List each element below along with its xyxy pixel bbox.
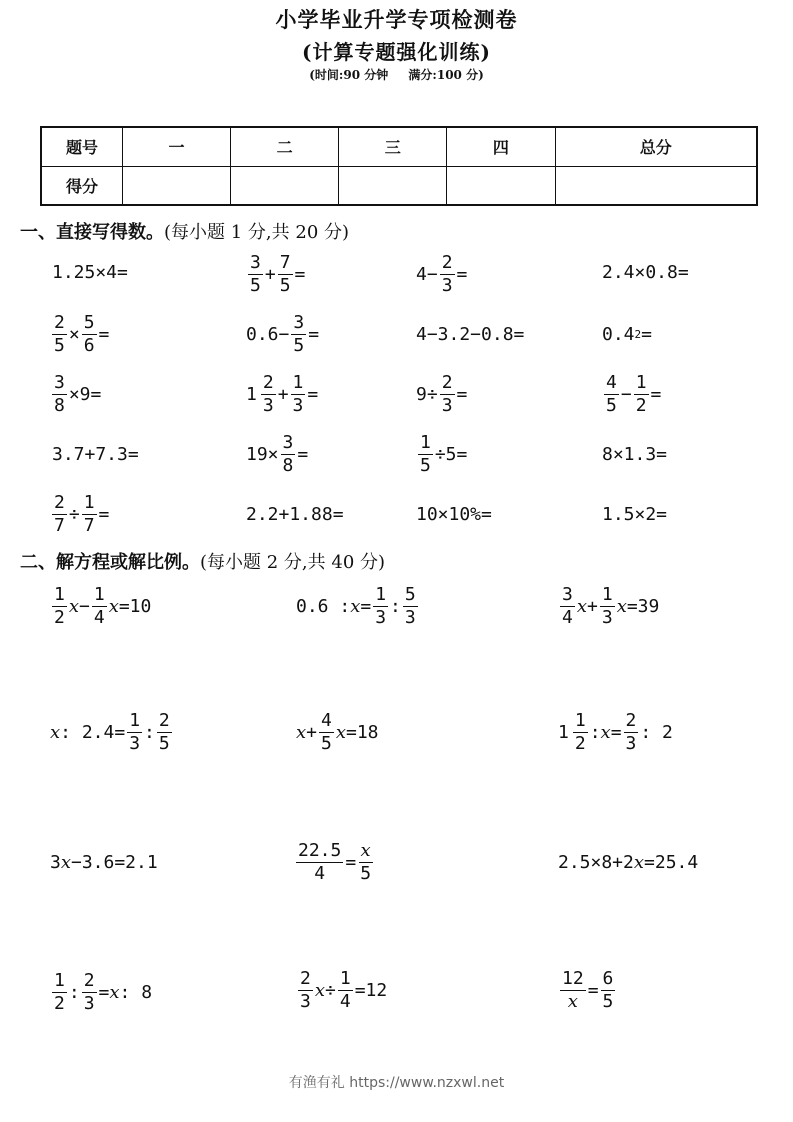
- fraction: [560, 970, 586, 1011]
- problem-text: =25.4: [644, 852, 699, 873]
- problem-16: [602, 444, 667, 465]
- problem-text: ×9=: [68, 384, 102, 405]
- denominator: x: [567, 991, 578, 1012]
- denominator: 3: [292, 395, 304, 416]
- problem-14: [246, 434, 308, 475]
- operator: +: [587, 596, 598, 617]
- variable-x: x: [108, 596, 119, 617]
- denominator: 3: [601, 607, 613, 628]
- equals: =: [610, 722, 622, 743]
- variable-x: x: [68, 596, 79, 617]
- variable-x: x: [314, 980, 325, 1001]
- score-input-cell[interactable]: [447, 166, 555, 205]
- variable-x: x: [60, 852, 71, 873]
- denominator: 8: [54, 395, 65, 416]
- problem-1: [52, 262, 128, 283]
- variable-x: x: [109, 982, 120, 1003]
- denominator: 7: [83, 515, 95, 536]
- problem-20: [602, 504, 667, 525]
- problem-12: [602, 374, 661, 415]
- fraction: [82, 972, 97, 1013]
- numerator: 3: [562, 584, 573, 605]
- numerator: 4: [321, 710, 332, 731]
- equals: =: [297, 444, 309, 465]
- fraction: [281, 434, 296, 475]
- denominator: 4: [314, 863, 326, 884]
- numerator: 1: [83, 492, 95, 513]
- numerator: 6: [602, 968, 614, 989]
- fraction: [440, 374, 455, 415]
- numerator: 2: [54, 492, 65, 513]
- denominator: 4: [339, 991, 351, 1012]
- exam-score: 满分:100 分): [408, 68, 484, 82]
- denominator: 3: [262, 395, 274, 416]
- denominator: 5: [158, 733, 170, 754]
- problem-3: [416, 254, 467, 295]
- problem-13: [52, 444, 139, 465]
- equation-7: [50, 852, 158, 873]
- problem-text: ÷5=: [434, 444, 468, 465]
- numerator: 12: [562, 968, 584, 989]
- table-cell: 一: [123, 127, 231, 166]
- numerator: 2: [262, 372, 274, 393]
- fraction: [52, 494, 67, 535]
- variable-x: x: [296, 722, 307, 743]
- equation-5: [296, 712, 379, 753]
- operator: +: [306, 722, 317, 743]
- denominator: 4: [93, 607, 105, 628]
- ratio-colon: :: [144, 722, 155, 743]
- fraction: [373, 586, 388, 627]
- numerator: 5: [83, 312, 95, 333]
- equals: =: [307, 384, 319, 405]
- fraction: [127, 712, 142, 753]
- fraction: [92, 586, 107, 627]
- operator: +: [264, 264, 276, 285]
- equation-3: [558, 586, 659, 627]
- variable-x: x: [600, 722, 611, 743]
- problem-19: [416, 504, 492, 525]
- numerator: 3: [282, 432, 294, 453]
- fraction: [573, 712, 588, 753]
- problem-6: [246, 314, 319, 355]
- numerator: 1: [635, 372, 647, 393]
- fraction: [560, 586, 575, 627]
- denominator: 2: [574, 733, 586, 754]
- equals: =: [360, 596, 372, 617]
- numerator: 1: [54, 584, 65, 605]
- denominator: 5: [602, 991, 614, 1012]
- exam-time: (时间:90 分钟: [309, 68, 389, 82]
- section2-title: 二、解方程或解比例。: [20, 552, 200, 573]
- numerator: 1: [129, 710, 141, 731]
- denominator: 5: [279, 275, 291, 296]
- fraction: [338, 970, 353, 1011]
- problem-text: 2.2+1.88=: [246, 504, 344, 525]
- equals: =: [98, 504, 110, 525]
- operator: −: [79, 596, 90, 617]
- problem-2: [246, 254, 305, 295]
- variable-x: x: [616, 596, 627, 617]
- numerator: 1: [292, 372, 304, 393]
- denominator: 3: [441, 275, 453, 296]
- denominator: 5: [54, 335, 65, 356]
- equation-12: [558, 970, 617, 1011]
- equals: =: [98, 982, 110, 1003]
- table-cell: 总分: [555, 127, 757, 166]
- table-cell: 二: [231, 127, 339, 166]
- problem-11: [416, 374, 467, 415]
- problem-text: =10: [118, 596, 152, 617]
- table-cell: 三: [339, 127, 447, 166]
- variable-x: x: [350, 596, 361, 617]
- fraction: [278, 254, 293, 295]
- equation-2: [296, 586, 420, 627]
- fraction: [52, 586, 67, 627]
- denominator: 7: [54, 515, 65, 536]
- denominator: 8: [282, 455, 294, 476]
- denominator: 5: [360, 863, 372, 884]
- denominator: 3: [404, 607, 416, 628]
- equation-10: [50, 972, 152, 1013]
- problem-15: [416, 434, 467, 475]
- fraction: [82, 494, 97, 535]
- fraction: [296, 842, 343, 883]
- variable-x: x: [576, 596, 587, 617]
- fraction: [52, 972, 67, 1013]
- fraction: [624, 712, 639, 753]
- problem-4: [602, 262, 689, 283]
- equals: =: [456, 384, 468, 405]
- section1-heading: [20, 218, 349, 244]
- numerator: 2: [158, 710, 170, 731]
- problem-text: 4−3.2−0.8=: [416, 324, 525, 345]
- equals: =: [294, 264, 306, 285]
- equals: =: [650, 384, 662, 405]
- problem-text: 9÷: [416, 384, 438, 405]
- denominator: 3: [129, 733, 141, 754]
- problem-text: 19×: [246, 444, 279, 465]
- equals: =: [308, 324, 320, 345]
- page-title: 小学毕业升学专项检测卷: [275, 7, 518, 32]
- numerator: 22.5: [298, 840, 342, 861]
- problem-10: [246, 374, 318, 415]
- score-input-cell[interactable]: [339, 166, 447, 205]
- numerator: 4: [606, 372, 617, 393]
- fraction: [604, 374, 619, 415]
- equation-1: [50, 586, 151, 627]
- problem-7: [416, 324, 524, 345]
- denominator: 2: [54, 993, 65, 1014]
- denominator: 3: [625, 733, 637, 754]
- fraction: [601, 970, 616, 1011]
- denominator: 3: [441, 395, 453, 416]
- numerator: 1: [420, 432, 431, 453]
- operator: ×: [68, 324, 80, 345]
- score-input-cell[interactable]: [555, 166, 757, 205]
- numerator: 2: [441, 252, 453, 273]
- fraction: [291, 314, 306, 355]
- fraction: [291, 374, 306, 415]
- whole-number: 1: [558, 722, 569, 743]
- problem-text: 0.6 :: [296, 596, 351, 617]
- variable-x: x: [633, 852, 645, 873]
- score-table-header-row: [41, 127, 757, 166]
- numerator: 1: [339, 968, 351, 989]
- problem-text: 3.7+7.3=: [52, 444, 139, 465]
- numerator: 1: [54, 970, 65, 991]
- score-table: [40, 126, 758, 206]
- equals: =: [641, 324, 652, 345]
- problem-5: [50, 314, 109, 355]
- watermark: 有渔有礼 https://www.nzxwl.net: [288, 1075, 505, 1091]
- numerator: 1: [601, 584, 613, 605]
- whole-number: 1: [246, 384, 257, 405]
- section2-heading: [20, 548, 385, 574]
- page-subtitle: (计算专题强化训练): [302, 40, 491, 64]
- problem-text: 3: [50, 852, 61, 873]
- numerator: 2: [83, 970, 95, 991]
- fraction: [358, 842, 373, 883]
- fraction: [634, 374, 649, 415]
- ratio-colon: :: [68, 982, 80, 1003]
- numerator: 7: [279, 252, 291, 273]
- fraction: [248, 254, 263, 295]
- equals: =: [587, 980, 599, 1001]
- section1-title: 一、直接写得数。: [20, 222, 164, 243]
- numerator: 3: [293, 312, 305, 333]
- problem-8: [602, 324, 652, 345]
- fraction: [319, 712, 334, 753]
- table-cell: 题号: [41, 127, 123, 166]
- problem-text: 1.5×2=: [602, 504, 668, 525]
- equals: =: [98, 324, 110, 345]
- equation-6: [558, 712, 673, 753]
- problem-text: 10×10%=: [416, 504, 492, 525]
- equation-8: [294, 842, 375, 883]
- numerator: 5: [404, 584, 416, 605]
- problem-text: =12: [354, 980, 388, 1001]
- operator: ÷: [325, 980, 336, 1001]
- fraction: [440, 254, 455, 295]
- denominator: 4: [562, 607, 573, 628]
- section2-note: (每小题 2 分,共 40 分): [200, 552, 386, 573]
- problem-text: 2.5×8+2: [558, 852, 634, 873]
- table-cell: 四: [447, 127, 555, 166]
- denominator: 6: [83, 335, 95, 356]
- problem-text: −3.6=2.1: [71, 852, 158, 873]
- denominator: 5: [293, 335, 305, 356]
- denominator: 5: [420, 455, 431, 476]
- equation-4: [50, 712, 174, 753]
- problem-text: =18: [346, 722, 379, 743]
- problem-text: 0.4: [602, 324, 635, 345]
- equation-11: [296, 970, 387, 1011]
- operator: +: [277, 384, 289, 405]
- numerator: 1: [93, 584, 105, 605]
- ratio-colon: :: [589, 722, 601, 743]
- problem-text: 0.6−: [246, 324, 290, 345]
- numerator: 1: [375, 584, 387, 605]
- numerator: 2: [625, 710, 637, 731]
- fraction: [418, 434, 433, 475]
- numerator: 2: [300, 968, 311, 989]
- operator: ÷: [68, 504, 80, 525]
- section1-note: (每小题 1 分,共 20 分): [164, 222, 350, 243]
- problem-text: =39: [626, 596, 660, 617]
- variable-x: x: [50, 722, 61, 743]
- equation-9: [558, 852, 698, 873]
- denominator: 3: [83, 993, 95, 1014]
- numerator: 3: [54, 372, 65, 393]
- fraction: [157, 712, 172, 753]
- score-input-cell[interactable]: [123, 166, 231, 205]
- problem-17: [50, 494, 109, 535]
- denominator: 5: [606, 395, 617, 416]
- problem-text: 4−: [416, 264, 438, 285]
- denominator: 3: [375, 607, 387, 628]
- denominator: 2: [54, 607, 65, 628]
- score-table-score-row: [41, 166, 757, 205]
- score-input-cell[interactable]: [231, 166, 339, 205]
- exam-meta: [0, 66, 793, 83]
- problem-text: : 8: [119, 982, 153, 1003]
- ratio-colon: :: [390, 596, 401, 617]
- problem-text: 1.25×4=: [52, 262, 128, 283]
- fraction: [261, 374, 276, 415]
- problem-text: : 2.4=: [60, 722, 126, 743]
- problem-18: [246, 504, 344, 525]
- problem-text: : 2: [640, 722, 673, 743]
- equals: =: [345, 852, 357, 873]
- fraction: [298, 970, 313, 1011]
- operator: −: [620, 384, 632, 405]
- problem-9: [50, 374, 101, 415]
- numerator: x: [360, 840, 371, 861]
- denominator: 3: [300, 991, 311, 1012]
- equals: =: [456, 264, 468, 285]
- numerator: 1: [574, 710, 586, 731]
- variable-x: x: [335, 722, 346, 743]
- denominator: 5: [250, 275, 261, 296]
- fraction: [600, 586, 615, 627]
- problem-text: 8×1.3=: [602, 444, 668, 465]
- fraction: [403, 586, 418, 627]
- fraction: [82, 314, 97, 355]
- exponent: 2: [634, 328, 642, 341]
- denominator: 5: [321, 733, 332, 754]
- denominator: 2: [635, 395, 647, 416]
- fraction: [52, 314, 67, 355]
- numerator: 2: [54, 312, 65, 333]
- numerator: 2: [441, 372, 453, 393]
- numerator: 3: [250, 252, 261, 273]
- table-cell: 得分: [41, 166, 123, 205]
- fraction: [52, 374, 67, 415]
- problem-text: 2.4×0.8=: [602, 262, 689, 283]
